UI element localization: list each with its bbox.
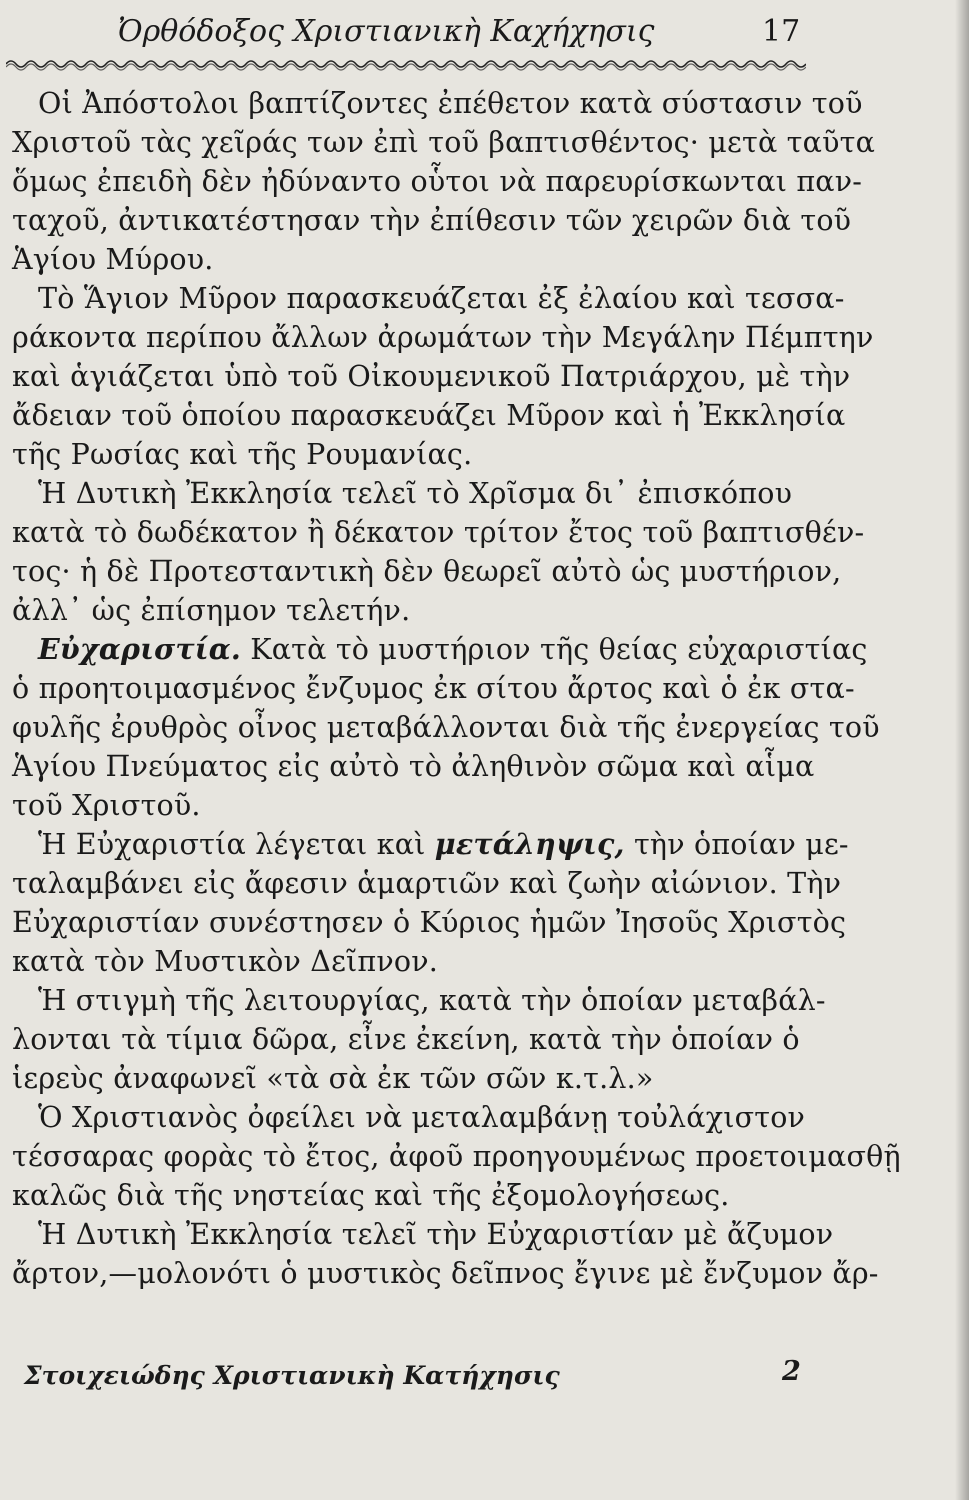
text-line: Ἡ Δυτικὴ Ἐκκλησία τελεῖ τὴν Εὐχαριστίαν μὲ ἄζυμον (38, 1218, 834, 1251)
page-edge-shadow (955, 0, 969, 1500)
text-line: κατὰ τὸν Μυστικὸν Δεῖπνον. (12, 945, 439, 978)
section-first-line (12, 630, 868, 669)
footer-book-title: Στοιχειώδης Χριστιανικὴ Κατήχησις (24, 1361, 560, 1390)
running-head (118, 8, 818, 52)
text-line: Χριστοῦ τὰς χεῖράς των ἐπὶ τοῦ βαπτισθέντος· μετὰ ταῦτα (12, 126, 876, 159)
running-title: Ὀρθόδοξος Χριστιανικὴ Καχήχησις (118, 14, 655, 49)
text-line: ἀλλ᾽ ὡς ἐπίσημον τελετήν. (12, 594, 411, 627)
text-line: ὅμως ἐπειδὴ δὲν ἠδύναντο οὗτοι νὰ παρευρίσκωνται παν- (12, 165, 863, 198)
page-footer (24, 1358, 804, 1398)
text-line: ἄδειαν τοῦ ὁποίου παρασκευάζει Μῦρον καὶ ἡ Ἐκκλησία (12, 399, 846, 432)
text-fragment: Κατὰ τὸ μυστήριον τῆς θείας εὐχαριστίας (240, 633, 868, 666)
section-heading-eucharist: Εὐχαριστία. (38, 632, 241, 666)
text-line: ταχοῦ, ἀντικατέστησαν τὴν ἐπίθεσιν τῶν χειρῶν διὰ τοῦ (12, 204, 852, 237)
text-line: ὁ προητοιμασμένος ἔνζυμος ἐκ σίτου ἄρτος καὶ ὁ ἐκ στα- (12, 672, 855, 705)
text-line: Ἡ Δυτικὴ Ἐκκλησία τελεῖ τὸ Χρῖσμα δι᾽ ἐπισκόπου (38, 477, 793, 510)
text-line: ἄρτον,—μολονότι ὁ μυστικὸς δεῖπνος ἔγινε μὲ ἔνζυμον ἄρ- (12, 1257, 879, 1290)
text-line: τοῦ Χριστοῦ. (12, 789, 201, 822)
text-line: καλῶς διὰ τῆς νηστείας καὶ τῆς ἐξομολογήσεως. (12, 1179, 730, 1212)
text-line: Ἡ στιγμὴ τῆς λειτουργίας, κατὰ τὴν ὁποίαν μεταβάλ- (38, 984, 826, 1017)
text-line: φυλῆς ἐρυθρὸς οἶνος μεταβάλλονται διὰ τῆς ἐνεργείας τοῦ (12, 711, 880, 744)
text-line: τέσσαρας φορὰς τὸ ἔτος, ἀφοῦ προηγουμένως προετοιμασθῇ (12, 1140, 901, 1173)
emphasized-term: μετάληψις, (434, 827, 625, 861)
text-line: τῆς Ρωσίας καὶ τῆς Ρουμανίας. (12, 438, 473, 471)
text-line: Ὁ Χριστιανὸς ὀφείλει νὰ μεταλαμβάνῃ τοὐλάχιστον (38, 1101, 806, 1134)
wavy-rule (6, 56, 806, 72)
signature-mark: 2 (782, 1356, 801, 1387)
text-fragment: Ἡ Εὐχαριστία λέγεται καὶ (38, 828, 435, 861)
text-line: Εὐχαριστίαν συνέστησεν ὁ Κύριος ἡμῶν Ἰησοῦς Χριστὸς (12, 906, 847, 939)
text-line: ράκοντα περίπου ἄλλων ἀρωμάτων τὴν Μεγάλην Πέμπτην (12, 321, 874, 354)
metalepsis-line (12, 825, 849, 864)
text-line: Ἁγίου Πνεύματος εἰς αὐτὸ τὸ ἀληθινὸν σῶμα καὶ αἷμα (12, 750, 815, 783)
text-line: Τὸ Ἅγιον Μῦρον παρασκευάζεται ἐξ ἐλαίου καὶ τεσσα- (38, 282, 845, 315)
text-line: κατὰ τὸ δωδέκατον ἢ δέκατον τρίτον ἔτος τοῦ βαπτισθέν- (12, 516, 865, 549)
text-line: Ἁγίου Μύρου. (12, 243, 214, 276)
text-line: τος· ἡ δὲ Προτεσταντικὴ δὲν θεωρεῖ αὐτὸ ὡς μυστήριον, (12, 555, 842, 588)
text-line: ταλαμβάνει εἰς ἄφεσιν ἁμαρτιῶν καὶ ζωὴν αἰώνιον. Τὴν (12, 867, 842, 900)
page-number: 17 (762, 14, 801, 49)
text-line: ἱερεὺς ἀναφωνεῖ «τὰ σὰ ἐκ τῶν σῶν κ.τ.λ.» (12, 1062, 654, 1095)
text-line: λονται τὰ τίμια δῶρα, εἶνε ἐκείνη, κατὰ τὴν ὁποίαν ὁ (12, 1023, 800, 1056)
text-line: Οἱ Ἀπόστολοι βαπτίζοντες ἐπέθετον κατὰ σύστασιν τοῦ (38, 87, 863, 120)
text-fragment: τὴν ὁποίαν με- (624, 828, 849, 861)
body-text (12, 84, 901, 1293)
text-line: καὶ ἁγιάζεται ὑπὸ τοῦ Οἰκουμενικοῦ Πατριάρχου, μὲ τὴν (12, 360, 851, 393)
